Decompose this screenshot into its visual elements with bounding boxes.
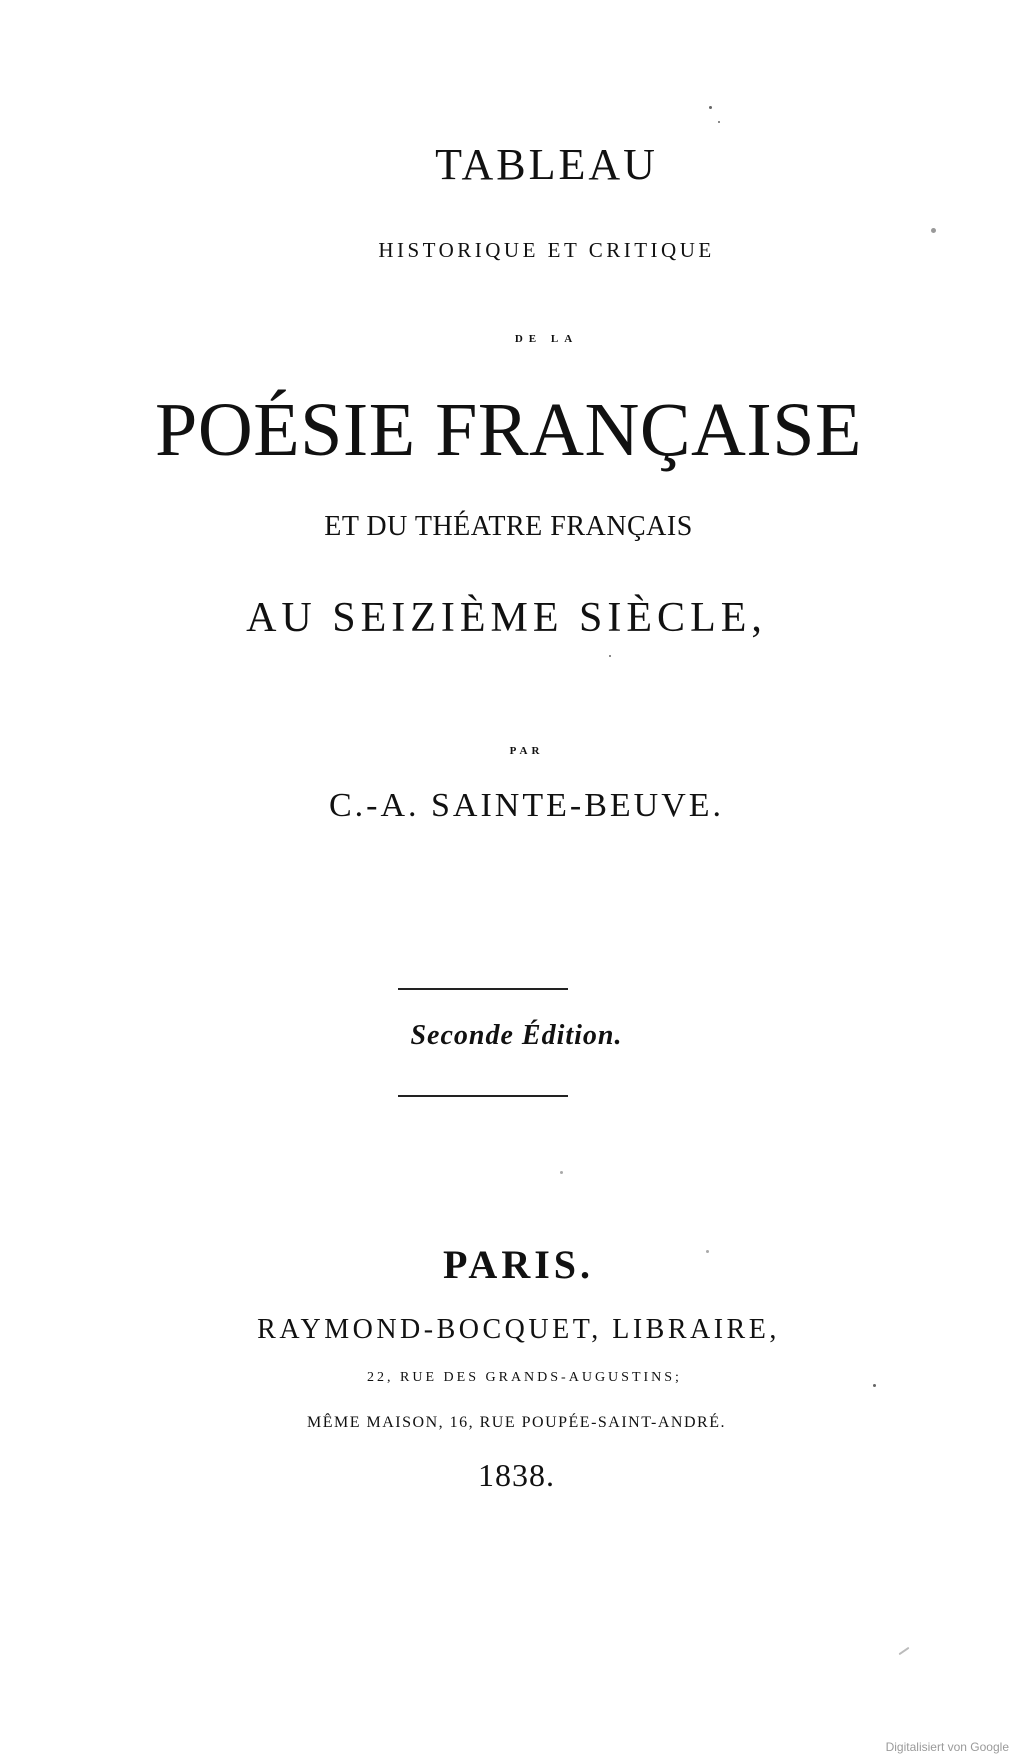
imprint-year: 1838.: [478, 1457, 555, 1493]
google-watermark: Digitalisiert von Google: [885, 1740, 1009, 1754]
title-subject: POÉSIE FRANÇAISE: [155, 388, 862, 472]
scan-speck: [706, 1250, 709, 1253]
scan-speck: [709, 106, 712, 109]
imprint-city: PARIS.: [442, 1242, 595, 1287]
title-connector: DE LA: [514, 333, 579, 345]
scan-speck: [609, 655, 611, 657]
scan-speck: [873, 1384, 876, 1387]
author-name: C.-A. SAINTE-BEUVE.: [328, 787, 725, 824]
scan-speck: [560, 1171, 563, 1174]
scan-speck: [899, 1647, 910, 1656]
title-period: AU SEIZIÈME SIÈCLE,: [246, 595, 767, 641]
imprint-address-primary: 22, RUE DES GRANDS-AUGUSTINS;: [367, 1370, 682, 1385]
book-subtitle: HISTORIQUE ET CRITIQUE: [378, 238, 715, 262]
scan-speck: [931, 228, 936, 233]
scan-speck: [718, 121, 720, 123]
book-title: TABLEAU: [435, 140, 658, 189]
title-subject-secondary: ET DU THÉATRE FRANÇAIS: [324, 511, 693, 542]
imprint-publisher: RAYMOND-BOCQUET, LIBRAIRE,: [257, 1314, 780, 1345]
imprint-address-secondary: MÊME MAISON, 16, RUE POUPÉE-SAINT-ANDRÉ.: [307, 1414, 726, 1431]
divider-top: [398, 988, 568, 990]
edition-label: Seconde Édition.: [410, 1020, 623, 1051]
byline-par: PAR: [509, 745, 544, 757]
divider-bottom: [398, 1095, 568, 1097]
